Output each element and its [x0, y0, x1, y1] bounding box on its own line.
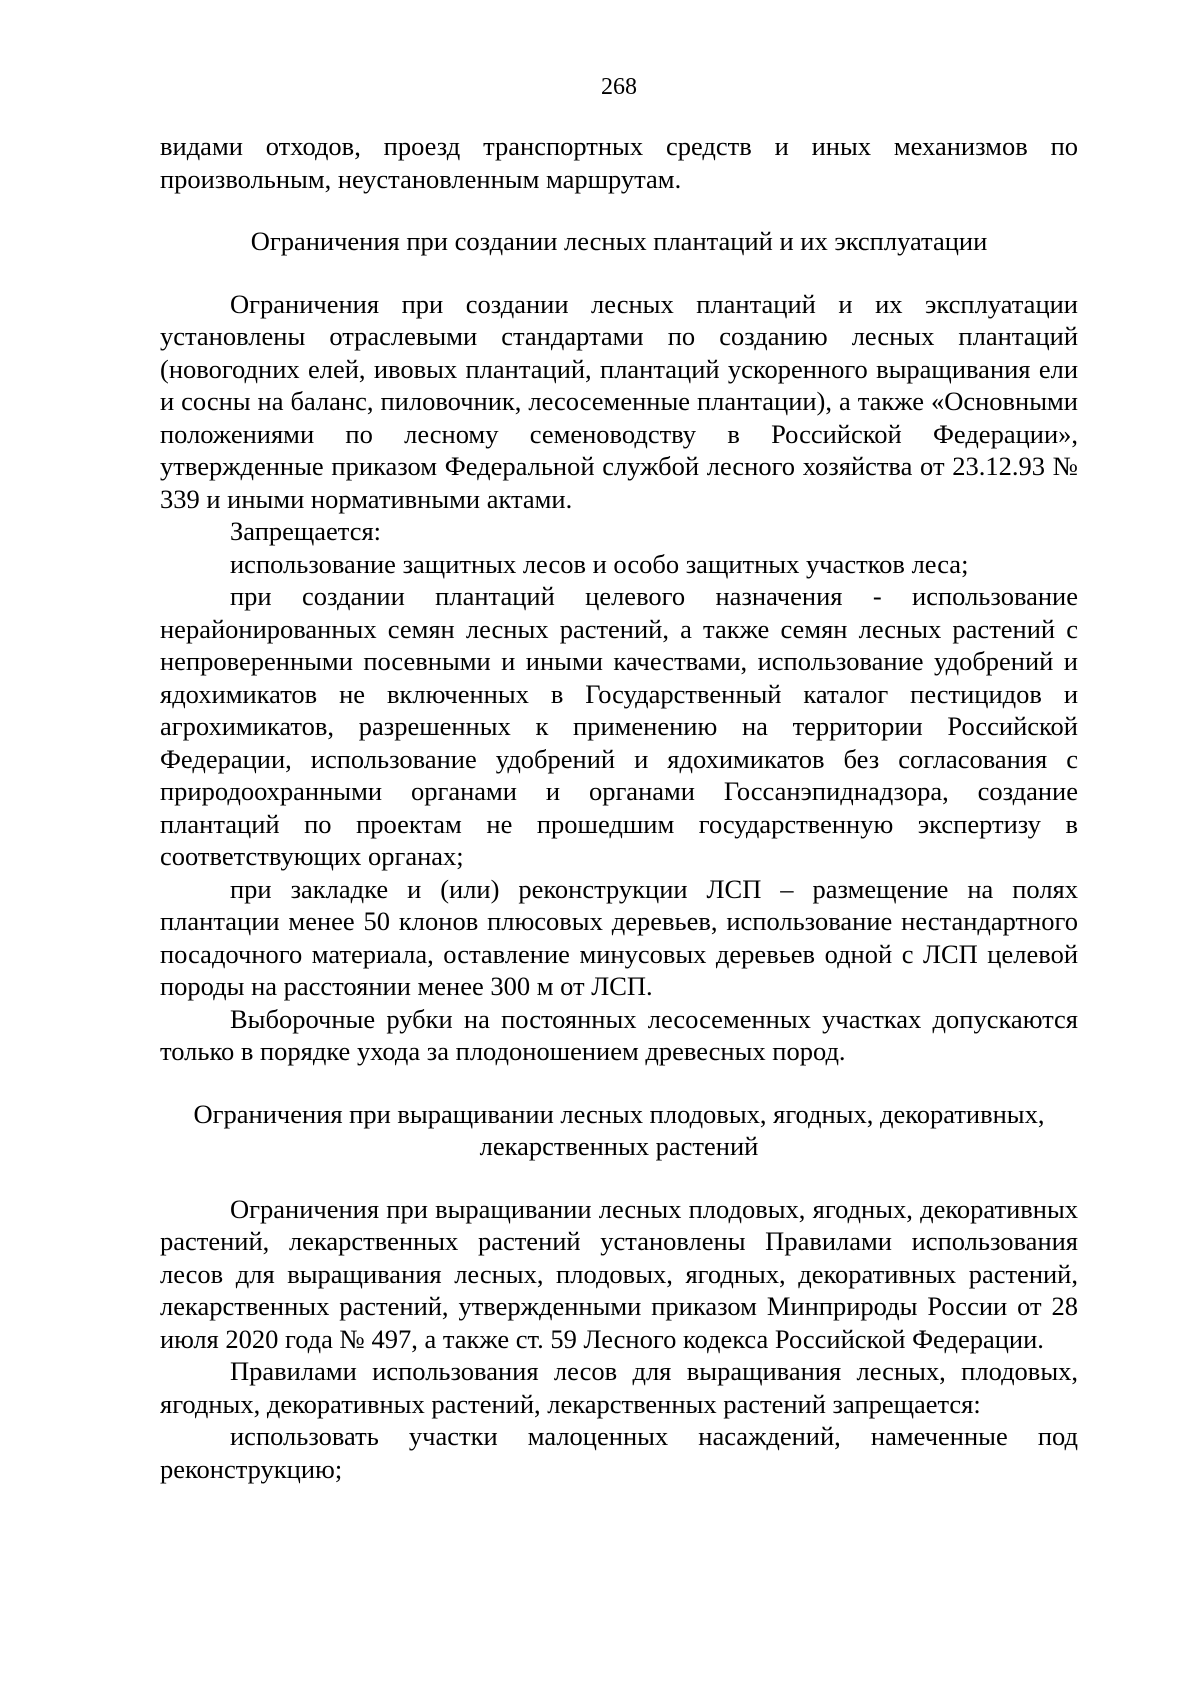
paragraph-target-plantations: при создании плантаций целевого назначения - использование нерайонированных семян лесных растений, а также семян лесных растений с непроверенными посевными и иными качествами, использование удобрений и ядохимикатов не включенных в Государственный каталог пестицидов и агрохимикатов, разрешенных к применению на территории Российской Федерации, использование удобрений и ядохимикатов без согласования с природоохранными органами и органами Госсанэпиднадзора, создание плантаций по проектам не прошедшим государственную экспертизу в соответствующих органах;	[160, 581, 1078, 871]
paragraph-low-value-stands: использовать участки малоценных насаждений, намеченные под реконструкцию;	[160, 1421, 1078, 1484]
section-title-cultivation	[160, 1098, 1078, 1163]
paragraph-plantation-standards: Ограничения при создании лесных плантаций и их эксплуатации установлены отраслевыми стандартами по созданию лесных плантаций (новогодних елей, ивовых плантаций, плантаций ускоренного выращивания ели и сосны на баланс, пиловочник, лесосеменные плантации), а также «Основными положениями по лесному семеноводству в Российской Федерации», утвержденные приказом Федеральной службой лесного хозяйства от 23.12.93 № 339 и иными нормативными актами.	[160, 288, 1078, 514]
page-number: 268	[601, 74, 637, 100]
paragraph-protected-forests: использование защитных лесов и особо защитных участков леса;	[230, 548, 969, 579]
paragraph-cultivation-rules: Ограничения при выращивании лесных плодовых, ягодных, декоративных растений, лекарственных растений установлены Правилами использования лесов для выращивания лесных, плодовых, ягодных, декоративных растений, лекарственных растений, утвержденными приказом Минприроды России от 28 июля 2020 года № 497, а также ст. 59 Лесного кодекса Российской Федерации.	[160, 1193, 1078, 1354]
section-title-plantations: Ограничения при создании лесных плантаций и их эксплуатации	[250, 226, 988, 256]
paragraph-rules-prohibit: Правилами использования лесов для выращивания лесных, плодовых, ягодных, декоративных растений, лекарственных растений запрещается:	[160, 1356, 1078, 1419]
paragraph-selective-cutting: Выборочные рубки на постоянных лесосеменных участках допускаются только в порядке ухода за плодоношением древесных пород.	[160, 1003, 1078, 1066]
continuation-paragraph: видами отходов, проезд транспортных средств и иных механизмов по произвольным, неустановленным маршрутам.	[160, 131, 1078, 194]
section-title-cultivation-line2: лекарственных растений	[479, 1131, 759, 1161]
section-title-cultivation-line1: Ограничения при выращивании лесных плодовых, ягодных, декоративных,	[193, 1098, 1045, 1129]
document-page	[160, 0, 1078, 1696]
paragraph-prohibited-header: Запрещается:	[230, 516, 382, 546]
paragraph-lsp-reconstruction: при закладке и (или) реконструкции ЛСП – размещение на полях плантации менее 50 клонов плюсовых деревьев, использование нестандартного посадочного материала, оставление минусовых деревьев одной с ЛСП целевой породы на расстоянии менее 300 м от ЛСП.	[160, 873, 1078, 1001]
document-body	[160, 130, 1078, 1485]
